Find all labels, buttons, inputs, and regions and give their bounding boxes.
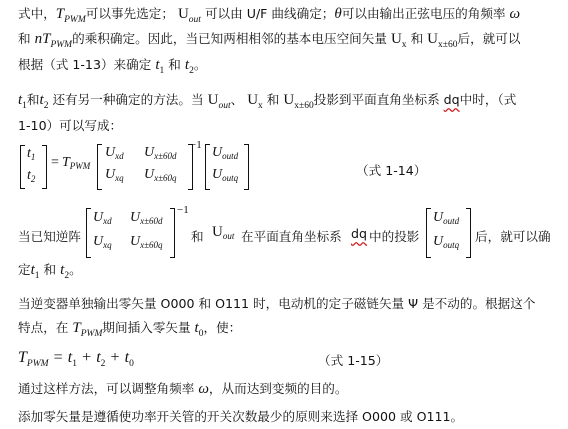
text: 和 [191, 229, 204, 244]
text: 添加零矢量是遵循使功率开关管的开关次数最少的原则来选择 O000 或 O111。 [18, 409, 464, 424]
text: 可以由 U/F 曲线确定； [204, 6, 335, 21]
text: 特点，在 [18, 320, 69, 335]
para4-line1 [18, 296, 535, 312]
text: 中时，（式 [459, 92, 517, 107]
sub-1: 1 [159, 66, 165, 76]
text: 可以由输出正弦电压的角频率 [341, 6, 506, 21]
text: 和 [168, 57, 181, 72]
text: 式中， [18, 6, 56, 21]
var-T: T [42, 31, 51, 47]
text: 在平面直角坐标系 [241, 229, 342, 244]
cell-Uoutq: $U_{outq}$ [212, 167, 239, 183]
text: 和 [43, 262, 57, 277]
cell-Uxq: $U_{xq}$ [93, 234, 112, 250]
var-U: U [390, 31, 402, 47]
equation-tag: （式 1-14） [356, 163, 427, 178]
sub-PWM: PWM [80, 329, 103, 339]
cell-Ux60d: $U_{x\pm 60d}$ [130, 210, 163, 226]
var-U: U [427, 31, 439, 47]
var-t: t [30, 262, 35, 278]
plus-sign: + [82, 349, 92, 366]
var-T-PWM: $T_{PWM}$ [62, 155, 91, 171]
sub-PWM: PWM [50, 40, 73, 50]
sub-1: 1 [22, 101, 27, 111]
var-U: U [177, 6, 189, 22]
var-U: U [247, 92, 259, 108]
text: ，从而达到变频的目的。 [208, 381, 348, 396]
dq-term: dq [351, 226, 367, 241]
bracket-right [170, 208, 175, 258]
var-T: T [72, 320, 81, 336]
var-theta: θ [334, 6, 342, 22]
cell-Uxd: $U_{xd}$ [105, 145, 124, 161]
text: 中的投影 [369, 229, 420, 244]
para4-line2 [18, 320, 241, 338]
text: 后，就可以 [457, 31, 521, 46]
cell-Uxd: $U_{xd}$ [93, 210, 112, 226]
sub-1: 1 [72, 359, 77, 369]
equals-sign: = [51, 155, 59, 170]
inverse-superscript: −1 [177, 204, 189, 216]
sub-0: 0 [198, 329, 204, 339]
text: 的乘积确定。因此，当已知两相相邻的基本电压空间矢量 [72, 31, 387, 46]
sub-0: 0 [129, 359, 134, 369]
var-t: t [67, 349, 73, 366]
var-omega: ω [509, 6, 521, 22]
text: 期间插入零矢量 [102, 320, 191, 335]
para6 [18, 409, 463, 425]
cell-t1: $t_1$ [27, 146, 36, 162]
bracket-right [466, 208, 471, 258]
text: 还有另一种确定的方法。当 [52, 92, 204, 107]
cell-Ux60q: $U_{x\pm 60q}$ [130, 234, 163, 250]
inverse-superscript: −1 [190, 139, 202, 151]
var-T: T [55, 6, 65, 22]
bracket-left [426, 208, 431, 258]
sub-out: out [218, 101, 231, 111]
var-U: U [207, 92, 219, 108]
sub-2: 2 [64, 271, 70, 281]
dq-term: dq [443, 92, 460, 107]
cell-Ux60d: $U_{x\pm 60d}$ [144, 145, 177, 161]
text: 。 [69, 262, 82, 277]
cell-Uoutd: $U_{outd}$ [212, 145, 239, 161]
text: 当逆变器单独输出零矢量 O000 和 O111 时，电动机的定子磁链矢量 Ψ 是不动的。根据这个 [18, 296, 536, 311]
var-t: t [18, 92, 23, 108]
plus-sign: + [110, 349, 120, 366]
equation-tag: （式 1-15） [318, 353, 389, 368]
sub-out: out [188, 15, 201, 25]
text: 后，就可以确 [475, 229, 551, 244]
var-U-out: $U_{out}$ [212, 224, 235, 241]
text: 根据（式 1-13）来确定 [18, 57, 152, 72]
text: 。 [193, 57, 207, 72]
equation-1-15 [18, 347, 134, 367]
var-t: t [60, 262, 65, 278]
text: 和 [266, 92, 280, 107]
text: 通过这样方法，可以调整角频率 [18, 381, 195, 396]
text: 投影到平面直角坐标系 [313, 92, 440, 107]
text: 和 [18, 31, 31, 46]
text: 可以事先选定； [85, 6, 174, 21]
sub-x60: x±60 [294, 101, 314, 111]
sub-PWM: PWM [26, 359, 49, 369]
para3-line2 [18, 262, 82, 280]
sub-2: 2 [100, 359, 106, 369]
text: 定 [18, 262, 31, 277]
var-t: t [194, 320, 199, 336]
sub-1: 1 [34, 271, 40, 281]
sub-PWM: PWM [64, 15, 86, 25]
var-T: T [18, 349, 27, 366]
sub-2: 2 [43, 101, 49, 111]
var-U: U [283, 92, 295, 108]
cell-Uoutq: $U_{outq}$ [433, 234, 460, 250]
equals-sign: = [53, 349, 63, 366]
var-n: n [34, 31, 43, 47]
text: 和 [26, 92, 40, 107]
var-t: t [39, 92, 44, 108]
text: 和 [410, 31, 424, 46]
para5 [18, 381, 347, 397]
var-omega: ω [198, 381, 209, 397]
sub-2: 2 [189, 66, 194, 76]
var-t: t [155, 57, 160, 73]
text: 1-10）可以写成： [18, 118, 123, 133]
cell-t2: $t_2$ [27, 168, 36, 184]
sub-x60: x±60 [438, 40, 458, 50]
text: ，使： [203, 320, 242, 335]
cell-Uoutd: $U_{outd}$ [433, 210, 460, 226]
sub-x: x [401, 40, 407, 50]
cell-Uxq: $U_{xq}$ [105, 167, 124, 183]
cell-Ux60q: $U_{x\pm 60q}$ [144, 167, 177, 183]
var-t: t [96, 349, 101, 366]
text: 当已知逆阵 [18, 229, 81, 244]
var-t: t [184, 57, 190, 73]
text: 、 [230, 92, 244, 107]
bracket-left [86, 208, 91, 258]
var-t: t [124, 349, 130, 366]
sub-x: x [258, 101, 263, 111]
